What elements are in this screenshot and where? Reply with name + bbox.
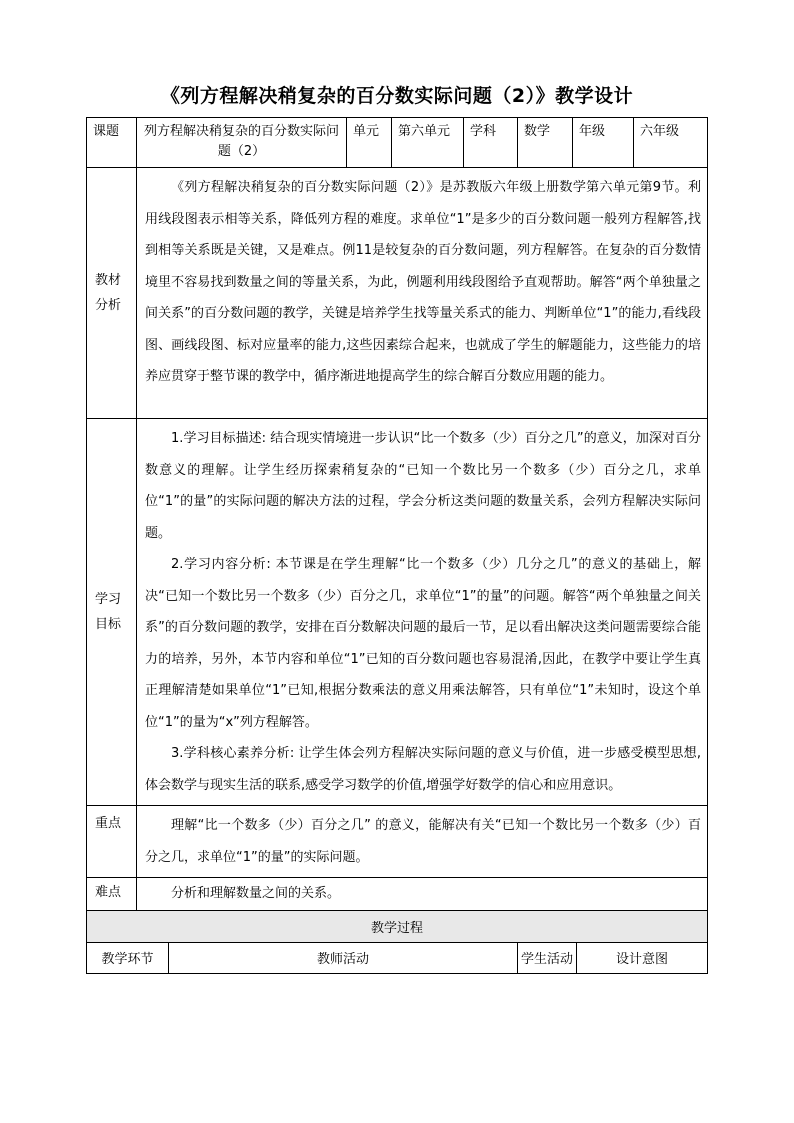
col-sheji-yitu: 设计意图 [577,942,708,973]
nandian-label: 难点 [87,878,137,911]
col-jiaoxue-huanjie: 教学环节 [87,942,169,973]
process-title: 教学过程 [87,910,708,942]
process-title-row [87,910,708,942]
process-columns-row [87,942,708,973]
zhongdian-row [87,806,708,878]
keti-value: 列方程解决稍复杂的百分数实际问题（2） [137,118,347,168]
nianji-label: 年级 [573,118,634,168]
mubiao-paragraph-3: 3.学科核心素养分析: 让学生体会列方程解决实际问题的意义与价值，进一步感受模型思想,体会数学与现实生活的联系,感受学习数学的价值,增强学好数学的信心和应用意识。 [145,746,702,793]
mubiao-paragraph-2: 2.学习内容分析: 本节课是在学生理解“比一个数多（少）几分之几”的意义的基础上，解决“已知一个数比另一个数多（少）百分之几，求单位“1”的量”的问题。解答“两个单独量之间关系”的百分数问题的教学，安排在百分数解决问题的最后一节，足以看出解决这类问题需要综合能力的培养，另外，本节内容和单位“1”已知的百分数问题也容易混淆,因此，在教学中要让学生真正理解清楚如果单位“1”已知,根据分数乘法的意义用乘法解答，只有单位“1”未知时，设这个单位“1”的量为“x”列方程解答。 [145,557,702,730]
header-row [87,118,708,168]
nandian-text: 分析和理解数量之间的关系。 [171,886,341,901]
lesson-plan-table [86,117,708,974]
mubiao-content [137,419,708,806]
jiaocai-row [87,168,708,419]
jiaocai-label: 教材分析 [87,168,137,419]
zhongdian-label: 重点 [87,806,137,878]
xueke-value: 数学 [518,118,573,168]
nianji-value: 六年级 [634,118,708,168]
mubiao-paragraph-1: 1.学习目标描述: 结合现实情境进一步认识“比一个数多（少）百分之几”的意义，加深对百分数意义的理解。让学生经历探索稍复杂的“已知一个数比另一个数多（少）百分之几，求单位“1”的量”的实际问题的解决方法的过程，学会分析这类问题的数量关系，会列方程解决实际问题。 [145,431,702,541]
col-xuesheng-huodong: 学生活动 [518,942,577,973]
xueke-label: 学科 [464,118,518,168]
nandian-content [137,878,708,911]
keti-label: 课题 [87,118,137,168]
mubiao-label: 学习目标 [87,419,137,806]
danyuan-label: 单元 [347,118,392,168]
jiaocai-text: 《列方程解决稍复杂的百分数实际问题（2）》是苏教版六年级上册数学第六单元第9节。利用线段图表示相等关系，降低列方程的难度。求单位“1”是多少的百分数问题一般列方程解答,找到相等关系既是关键，又是难点。例11是较复杂的百分数问题，列方程解答。在复杂的百分数情境里不容易找到数量之间的等量关系，为此，例题利用线段图给予直观帮助。解答“两个单独量之间关系”的百分数问题的教学，关键是培养学生找等量关系式的能力、判断单位“1”的能力,看线段图、画线段图、标对应量率的能力,这些因素综合起来，也就成了学生的解题能力，这些能力的培养应贯穿于整节课的教学中，循序渐进地提高学生的综合解百分数应用题的能力。 [145,180,702,384]
nandian-row [87,878,708,911]
zhongdian-text: 理解“比一个数多（少）百分之几” 的意义，能解决有关“已知一个数比另一个数多（少）百分之几，求单位“1”的量”的实际问题。 [145,818,702,865]
danyuan-value: 第六单元 [392,118,464,168]
jiaocai-content [137,168,708,419]
zhongdian-content [137,806,708,878]
col-jiaoshi-huodong: 教师活动 [169,942,518,973]
mubiao-row [87,419,708,806]
document-title: 《列方程解决稍复杂的百分数实际问题（2）》教学设计 [160,85,634,107]
